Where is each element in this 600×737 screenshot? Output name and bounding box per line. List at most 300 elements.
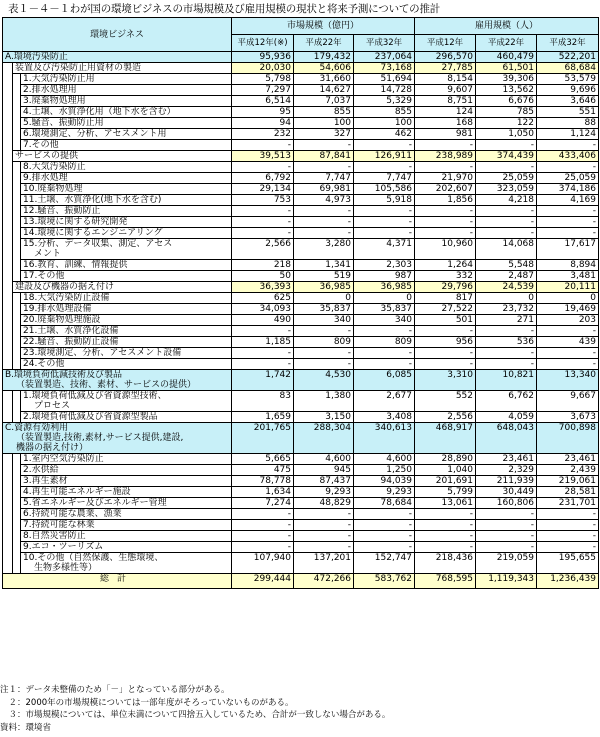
indent-cell (3, 206, 13, 217)
value-cell: 27,785 (415, 63, 476, 74)
row-label-continuation: メント (34, 249, 62, 259)
value-cell: 10,821 (476, 370, 537, 391)
value-cell: - (476, 531, 537, 542)
indent-cell (3, 553, 13, 574)
value-cell: 536 (476, 337, 537, 348)
indent-cell (3, 63, 13, 74)
row-label-text: 9.エコ・ツーリズム (23, 542, 104, 552)
row-label (21, 271, 232, 282)
value-cell: 9,607 (415, 85, 476, 96)
row-label-text: 4.土壌、水質浄化用（地下水を含む） (23, 107, 176, 117)
row-label (21, 118, 232, 129)
row-label (21, 206, 232, 217)
value-cell: - (294, 326, 354, 337)
indent-cell (13, 465, 21, 476)
value-cell: 36,985 (354, 282, 415, 293)
value-cell: - (537, 348, 599, 359)
value-cell: 4,530 (294, 370, 354, 391)
indent-cell (3, 476, 13, 487)
row-label-text: 3.再生素材 (23, 476, 68, 486)
value-cell: - (476, 228, 537, 239)
indent-cell (13, 531, 21, 542)
value-cell: - (415, 542, 476, 553)
value-cell: - (232, 348, 294, 359)
total-value-cell: 472,266 (294, 574, 354, 589)
value-cell: - (476, 542, 537, 553)
indent-cell (3, 509, 13, 520)
row-label-text: 18.大気汚染防止設備 (23, 293, 110, 303)
value-cell: - (354, 162, 415, 173)
row-label-text: 4.再生可能エネルギー施設 (23, 487, 131, 497)
environment-business-table (2, 17, 599, 589)
value-cell: 981 (415, 129, 476, 140)
value-cell: 332 (415, 271, 476, 282)
value-cell: 21,970 (415, 173, 476, 184)
value-cell: 20,111 (537, 282, 599, 293)
value-cell: 475 (232, 465, 294, 476)
indent-cell (3, 195, 13, 206)
note-2: ２：2000年の市場規模については一部年度がそろっていないものがある。 (0, 697, 294, 708)
row-label (13, 151, 232, 162)
table-row (3, 228, 599, 239)
indent-cell (3, 282, 13, 293)
table-row (3, 63, 599, 74)
row-label (21, 509, 232, 520)
row-label-text: 1.室内空気汚染防止 (23, 454, 104, 464)
value-cell: 2,303 (354, 260, 415, 271)
row-label (21, 217, 232, 228)
value-cell: 23,461 (476, 454, 537, 465)
table-row (3, 370, 599, 391)
value-cell: - (415, 217, 476, 228)
table-row (3, 412, 599, 423)
value-cell: 94 (232, 118, 294, 129)
value-cell: - (537, 140, 599, 151)
value-cell: - (294, 359, 354, 370)
row-label (21, 107, 232, 118)
notes (0, 684, 600, 734)
header-year: 平成12年 (415, 35, 476, 52)
value-cell: - (232, 520, 294, 531)
row-label-text: 10.その他（自然保護、生態環境、 (23, 553, 164, 563)
total-value-cell: 299,444 (232, 574, 294, 589)
indent-cell (3, 465, 13, 476)
row-label (13, 63, 232, 74)
value-cell: - (415, 162, 476, 173)
row-label-text: 12.騒音、振動防止 (23, 206, 101, 216)
value-cell: - (294, 217, 354, 228)
row-label-text: 19.排水処理設備 (23, 304, 92, 314)
value-cell: 14,627 (294, 85, 354, 96)
row-label-text: 14.環境に関するエンジニアリング (23, 228, 163, 238)
value-cell: - (415, 531, 476, 542)
row-label-text: 装置及び汚染防止用資材の製造 (15, 63, 142, 73)
indent-cell (13, 304, 21, 315)
value-cell: 648,043 (476, 423, 537, 454)
value-cell: 340 (354, 315, 415, 326)
indent-cell (3, 162, 13, 173)
value-cell: 625 (232, 293, 294, 304)
value-cell: - (232, 326, 294, 337)
table-row (3, 293, 599, 304)
value-cell: 29,796 (415, 282, 476, 293)
value-cell: 54,606 (294, 63, 354, 74)
value-cell: 3,280 (294, 239, 354, 260)
value-cell: 7,274 (232, 498, 294, 509)
value-cell: 13,340 (537, 370, 599, 391)
value-cell: - (537, 162, 599, 173)
value-cell: - (354, 359, 415, 370)
table-title: 表１－４－１わが国の環境ビジネスの市場規模及び雇用規模の現状と将来予測についての推計 (8, 3, 441, 15)
row-label-text: 2.環境負荷低減及び省資源型製品 (23, 412, 158, 422)
table-row (3, 217, 599, 228)
value-cell: 107,940 (232, 553, 294, 574)
row-label (21, 487, 232, 498)
row-label-text: 5.省エネルギー及びエネルギー管理 (23, 498, 167, 508)
value-cell: 4,600 (354, 454, 415, 465)
row-label-text: 20.廃棄物処理施設 (23, 315, 101, 325)
value-cell: 124 (415, 107, 476, 118)
indent-cell (13, 487, 21, 498)
value-cell: 27,522 (415, 304, 476, 315)
value-cell: 219,059 (476, 553, 537, 574)
value-cell: - (232, 162, 294, 173)
value-cell: 9,667 (537, 391, 599, 412)
row-label (21, 85, 232, 96)
value-cell: - (415, 140, 476, 151)
value-cell: 3,481 (537, 271, 599, 282)
row-label-text: 6.持続可能な農業、漁業 (23, 509, 122, 519)
table-row (3, 271, 599, 282)
row-label-text: 21.土壌、水質浄化設備 (23, 326, 119, 336)
value-cell: - (415, 228, 476, 239)
value-cell: 552 (415, 391, 476, 412)
row-label-text: 17.その他 (23, 271, 65, 281)
value-cell: 69,981 (294, 184, 354, 195)
indent-cell (13, 520, 21, 531)
value-cell: - (537, 228, 599, 239)
row-label-text: 5.騒音、振動防止用 (23, 118, 104, 128)
table-row (3, 326, 599, 337)
value-cell: 168 (415, 118, 476, 129)
value-cell: 28,890 (415, 454, 476, 465)
value-cell: 433,406 (537, 151, 599, 162)
indent-cell (13, 162, 21, 173)
value-cell: 785 (476, 107, 537, 118)
row-label (21, 96, 232, 107)
indent-cell (13, 326, 21, 337)
value-cell: - (294, 542, 354, 553)
value-cell: 5,918 (354, 195, 415, 206)
value-cell: - (476, 520, 537, 531)
value-cell: 232 (232, 129, 294, 140)
table-row (3, 107, 599, 118)
value-cell: - (294, 520, 354, 531)
value-cell: 51,694 (354, 74, 415, 85)
value-cell: 439 (537, 337, 599, 348)
indent-cell (13, 260, 21, 271)
row-label-text: B.環境負荷低減技術及び製品 (5, 370, 123, 380)
value-cell: - (354, 520, 415, 531)
indent-cell (3, 228, 13, 239)
total-value-cell: 583,762 (354, 574, 415, 589)
value-cell: 23,461 (537, 454, 599, 465)
value-cell: 1,185 (232, 337, 294, 348)
value-cell: 8,751 (415, 96, 476, 107)
value-cell: 31,660 (294, 74, 354, 85)
row-label (21, 553, 232, 574)
value-cell: 374,186 (537, 184, 599, 195)
value-cell: 9,696 (537, 85, 599, 96)
value-cell: 817 (415, 293, 476, 304)
value-cell: 94,039 (354, 476, 415, 487)
value-cell: 13,562 (476, 85, 537, 96)
value-cell: 35,837 (354, 304, 415, 315)
source-note: 資料：環境省 (0, 722, 52, 733)
indent-cell (13, 206, 21, 217)
value-cell: 17,617 (537, 239, 599, 260)
value-cell: 4,059 (476, 412, 537, 423)
row-label-text: 11.土壌、水質浄化(地下水を含む) (23, 195, 162, 205)
value-cell: 519 (294, 271, 354, 282)
row-label-text: 7.持続可能な林業 (23, 520, 95, 530)
value-cell: 2,329 (476, 465, 537, 476)
indent-cell (3, 326, 13, 337)
total-row (3, 574, 599, 589)
indent-cell (3, 260, 13, 271)
value-cell: 3,673 (537, 412, 599, 423)
value-cell: 30,449 (476, 487, 537, 498)
value-cell: - (476, 217, 537, 228)
indent-cell (13, 271, 21, 282)
value-cell: 5,799 (415, 487, 476, 498)
value-cell: 48,829 (294, 498, 354, 509)
value-cell: 855 (354, 107, 415, 118)
value-cell: 4,600 (294, 454, 354, 465)
value-cell: 20,030 (232, 63, 294, 74)
value-cell: 2,487 (476, 271, 537, 282)
value-cell: - (354, 206, 415, 217)
indent-cell (3, 412, 13, 423)
value-cell: 68,684 (537, 63, 599, 74)
value-cell: 53,579 (537, 74, 599, 85)
value-cell: 7,297 (232, 85, 294, 96)
value-cell: - (476, 162, 537, 173)
value-cell: 1,124 (537, 129, 599, 140)
header-category: 環境ビジネス (3, 18, 232, 52)
value-cell: 35,837 (294, 304, 354, 315)
indent-cell (13, 348, 21, 359)
indent-cell (3, 271, 13, 282)
indent-cell (13, 293, 21, 304)
value-cell: 39,513 (232, 151, 294, 162)
value-cell: - (476, 140, 537, 151)
table-row (3, 140, 599, 151)
value-cell: 323,059 (476, 184, 537, 195)
indent-cell (13, 553, 21, 574)
value-cell: 809 (354, 337, 415, 348)
row-label-text: 23.環境測定、分析、アセスメント設備 (23, 348, 182, 358)
indent-cell (3, 140, 13, 151)
value-cell: 9,293 (354, 487, 415, 498)
value-cell: 5,798 (232, 74, 294, 85)
value-cell: 8,154 (415, 74, 476, 85)
row-label (21, 304, 232, 315)
note-3: ３：市場規模については、単位未満について四捨五入しているため、合計が一致しない場合がある。 (0, 710, 391, 720)
table-row (3, 239, 599, 260)
row-label-text: 2.排水処理用 (23, 85, 77, 95)
value-cell: 6,676 (476, 96, 537, 107)
indent-cell (13, 85, 21, 96)
value-cell: - (476, 509, 537, 520)
value-cell: - (415, 326, 476, 337)
value-cell: 13,061 (415, 498, 476, 509)
value-cell: 1,380 (294, 391, 354, 412)
value-cell: 5,665 (232, 454, 294, 465)
indent-cell (13, 107, 21, 118)
value-cell: - (415, 348, 476, 359)
header-year: 平成32年 (354, 35, 415, 52)
row-label-continuation: プロセス (34, 401, 71, 411)
indent-cell (3, 531, 13, 542)
value-cell: - (232, 217, 294, 228)
row-label-text: C.資源有効利用 (5, 423, 69, 433)
value-cell: 36,985 (294, 282, 354, 293)
value-cell: 0 (476, 293, 537, 304)
value-cell: 6,085 (354, 370, 415, 391)
indent-cell (3, 85, 13, 96)
value-cell: - (354, 217, 415, 228)
value-cell: 2,566 (232, 239, 294, 260)
table-row (3, 509, 599, 520)
value-cell: 1,742 (232, 370, 294, 391)
indent-cell (13, 140, 21, 151)
value-cell: - (537, 542, 599, 553)
indent-cell (13, 118, 21, 129)
table-row (3, 337, 599, 348)
value-cell: - (232, 509, 294, 520)
value-cell: - (537, 206, 599, 217)
value-cell: 126,911 (354, 151, 415, 162)
row-label (21, 476, 232, 487)
value-cell: - (537, 359, 599, 370)
row-label-text: 22.騒音、振動防止設備 (23, 337, 119, 347)
value-cell: 28,581 (537, 487, 599, 498)
row-label (21, 337, 232, 348)
value-cell: 100 (294, 118, 354, 129)
row-label (21, 140, 232, 151)
row-label (21, 129, 232, 140)
row-label (13, 282, 232, 293)
value-cell: 1,050 (476, 129, 537, 140)
indent-cell (3, 498, 13, 509)
row-label-text: 9.排水処理 (23, 173, 68, 183)
value-cell: - (415, 509, 476, 520)
value-cell: 1,040 (415, 465, 476, 476)
value-cell: 1,634 (232, 487, 294, 498)
value-cell: 6,792 (232, 173, 294, 184)
value-cell: 2,439 (537, 465, 599, 476)
value-cell: 809 (294, 337, 354, 348)
table-row (3, 184, 599, 195)
value-cell: 8,894 (537, 260, 599, 271)
header-year: 平成32年 (537, 35, 599, 52)
row-label (3, 52, 232, 63)
value-cell: 501 (415, 315, 476, 326)
table-row (3, 96, 599, 107)
table-row (3, 162, 599, 173)
indent-cell (13, 337, 21, 348)
table-row (3, 151, 599, 162)
value-cell: 29,134 (232, 184, 294, 195)
value-cell: 218 (232, 260, 294, 271)
value-cell: 1,264 (415, 260, 476, 271)
indent-cell (3, 359, 13, 370)
row-label (21, 465, 232, 476)
value-cell: - (232, 531, 294, 542)
value-cell: 201,765 (232, 423, 294, 454)
row-label (21, 391, 232, 412)
indent-cell (13, 129, 21, 140)
indent-cell (3, 337, 13, 348)
value-cell: - (294, 206, 354, 217)
value-cell: - (537, 531, 599, 542)
row-label-text: 15.分析、データ収集、測定、アセス (23, 239, 173, 249)
table-row (3, 195, 599, 206)
row-label-text: 6.環境測定、分析、アセスメント用 (23, 129, 167, 139)
indent-cell (13, 542, 21, 553)
value-cell: 95 (232, 107, 294, 118)
row-label-continuation: 機器の据え付け） (16, 443, 89, 453)
table-row (3, 52, 599, 63)
indent-cell (13, 96, 21, 107)
value-cell: 211,939 (476, 476, 537, 487)
value-cell: - (232, 140, 294, 151)
table-row (3, 118, 599, 129)
value-cell: 551 (537, 107, 599, 118)
value-cell: 468,917 (415, 423, 476, 454)
table-row (3, 348, 599, 359)
value-cell: 288,304 (294, 423, 354, 454)
value-cell: 203 (537, 315, 599, 326)
value-cell: - (294, 348, 354, 359)
indent-cell (3, 74, 13, 85)
indent-cell (13, 228, 21, 239)
indent-cell (13, 391, 21, 412)
header-year: 平成12年(※) (232, 35, 294, 52)
value-cell: 4,371 (354, 239, 415, 260)
value-cell: - (354, 228, 415, 239)
indent-cell (3, 542, 13, 553)
row-label-text: 1.大気汚染防止用 (23, 74, 95, 84)
row-label (21, 542, 232, 553)
value-cell: 4,169 (537, 195, 599, 206)
value-cell: 296,570 (415, 52, 476, 63)
row-label-text: 16.教育、訓練、情報提供 (23, 260, 128, 270)
row-label-text: 24.その他 (23, 359, 65, 369)
value-cell: - (415, 359, 476, 370)
value-cell: 987 (354, 271, 415, 282)
value-cell: 2,677 (354, 391, 415, 412)
value-cell: 9,293 (294, 487, 354, 498)
value-cell: 490 (232, 315, 294, 326)
value-cell: - (354, 140, 415, 151)
value-cell: 460,479 (476, 52, 537, 63)
value-cell: 219,061 (537, 476, 599, 487)
value-cell: 1,341 (294, 260, 354, 271)
value-cell: - (294, 228, 354, 239)
value-cell: 2,556 (415, 412, 476, 423)
